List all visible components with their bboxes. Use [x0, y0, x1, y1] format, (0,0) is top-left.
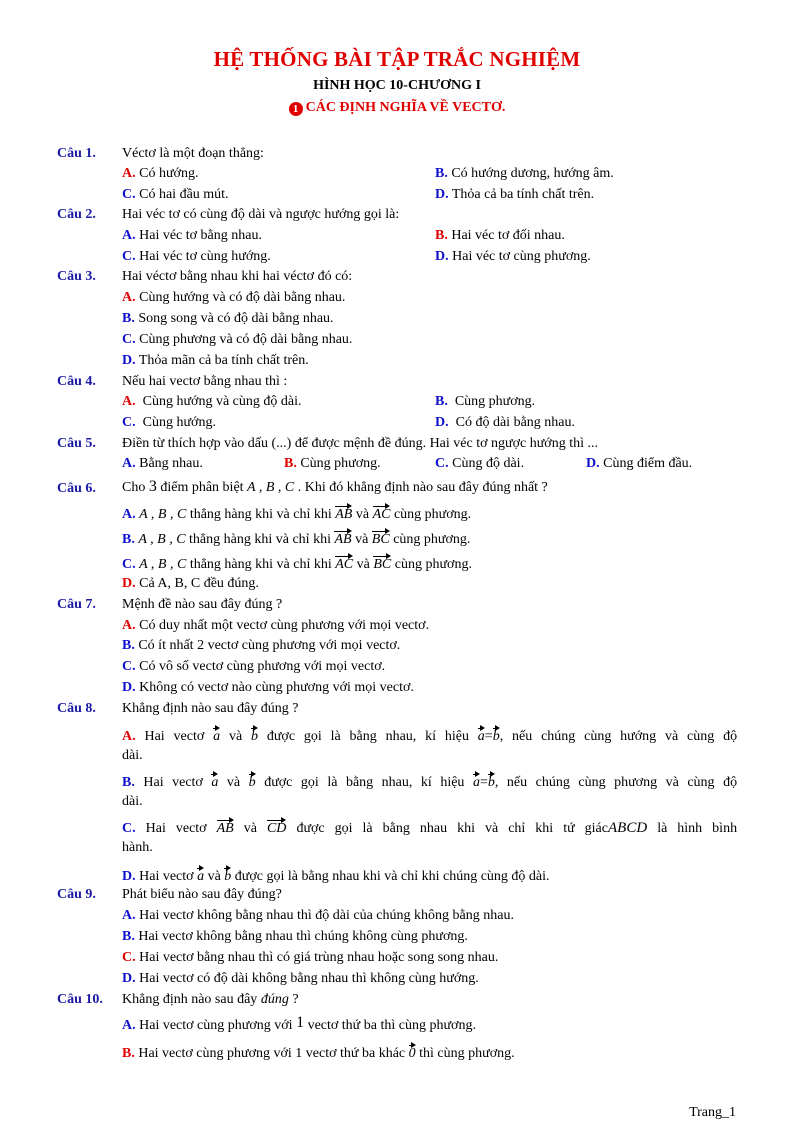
- section-title: CÁC ĐỊNH NGHĨA VỀ VECTƠ.: [305, 100, 506, 115]
- vector-b: b: [224, 866, 231, 885]
- document-title: HỆ THỐNG BÀI TẬP TRẮC NGHIỆM: [213, 47, 581, 71]
- option-b: B. Hai vectơ a và b được gọi là bằng nhau, kí hiệu a=b, nếu chúng cùng phương và cùng độ: [122, 772, 737, 791]
- option-a: A. Hai vectơ a và b được gọi là bằng nhau, kí hiệu a=b, nếu chúng cùng hướng và cùng độ: [122, 726, 737, 745]
- question-number: Câu 5.: [57, 436, 96, 451]
- option-c: C. Cùng độ dài.: [435, 456, 525, 471]
- option-c: C. Cùng phương và có độ dài bằng nhau.: [122, 332, 353, 347]
- option-d: D. Hai véc tơ cùng phương.: [435, 249, 591, 264]
- option-c: C. Hai véc tơ cùng hướng.: [122, 249, 271, 264]
- vector-ab: AB: [335, 504, 352, 523]
- option-c: C. Hai vectơ AB và CD được gọi là bằng nhau khi và chỉ khi tứ giácABCD là hình bình: [122, 820, 738, 836]
- document-subtitle: HÌNH HỌC 10-CHƯƠNG I: [313, 78, 481, 93]
- option-a: A. Có duy nhất một vectơ cùng phương với mọi vectơ.: [122, 618, 430, 633]
- option-b: B. Cùng phương.: [284, 456, 381, 471]
- vector-a: a: [213, 726, 220, 745]
- vector-cd: CD: [267, 818, 286, 837]
- vector-bc: BC: [373, 554, 391, 573]
- question-stem: Nếu hai vectơ bằng nhau thì :: [122, 374, 288, 389]
- option-d: D. Thỏa mãn cả ba tính chất trên.: [122, 353, 309, 368]
- option-a: A. Có hướng.: [122, 166, 199, 181]
- option-a: A. Hai vectơ không bằng nhau thì độ dài của chúng không bằng nhau.: [122, 908, 514, 923]
- option-a: A. A , B , C thẳng hàng khi và chỉ khi AB và AC cùng phương.: [122, 504, 471, 523]
- option-b-continuation: dài.: [122, 794, 143, 809]
- question-number: Câu 6.: [57, 481, 96, 496]
- section-heading: [0, 100, 794, 116]
- question-number: Câu 1.: [57, 146, 96, 161]
- vector-ab: AB: [217, 818, 234, 837]
- question-stem: Hai véctơ bằng nhau khi hai véctơ đó có:: [122, 269, 353, 284]
- option-c: C. Có hai đầu mút.: [122, 187, 229, 202]
- vector-ac: AC: [373, 504, 391, 523]
- option-c-continuation: hành.: [122, 840, 153, 855]
- vector-b: b: [249, 772, 256, 791]
- question-stem: Véctơ là một đoạn thẳng:: [122, 146, 264, 161]
- question-stem: Phát biểu nào sau đây đúng?: [122, 887, 282, 902]
- option-d: D. Hai vectơ có độ dài không bằng nhau thì không cùng hướng.: [122, 971, 479, 986]
- option-d: D. Cả A, B, C đều đúng.: [122, 576, 259, 591]
- question-number: Câu 4.: [57, 374, 96, 389]
- option-d: D. Có độ dài bằng nhau.: [435, 415, 575, 430]
- question-number: Câu 3.: [57, 269, 96, 284]
- option-d: D. Thỏa cả ba tính chất trên.: [435, 187, 595, 202]
- option-a: A. Hai véc tơ bằng nhau.: [122, 228, 262, 243]
- option-c: C. Hai vectơ bằng nhau thì có giá trùng nhau hoặc song song nhau.: [122, 950, 499, 965]
- option-b: B. Hai vectơ không bằng nhau thì chúng không cùng phương.: [122, 929, 468, 944]
- question-number: Câu 10.: [57, 992, 103, 1007]
- option-a-continuation: dài.: [122, 748, 143, 763]
- page-number: Trang_1: [689, 1105, 736, 1120]
- zero-vector: 0: [409, 1043, 416, 1062]
- option-b: B. Song song và có độ dài bằng nhau.: [122, 311, 334, 326]
- question-number: Câu 8.: [57, 701, 96, 716]
- question-stem: Điền từ thích hợp vào dấu (...) để được mệnh đề đúng. Hai véc tơ ngược hướng thì ...: [122, 436, 598, 451]
- vector-a: a: [211, 772, 218, 791]
- option-a: A. Bằng nhau.: [122, 456, 203, 471]
- option-b: B. A , B , C thẳng hàng khi và chỉ khi AB và BC cùng phương.: [122, 529, 470, 548]
- option-a: A. Hai vectơ cùng phương với 1 vectơ thứ ba thì cùng phương.: [122, 1014, 476, 1033]
- question-stem: Mệnh đề nào sau đây đúng ?: [122, 597, 283, 612]
- option-b: B. Có ít nhất 2 vectơ cùng phương với mọi vectơ.: [122, 638, 401, 653]
- option-d: D. Hai vectơ a và b được gọi là bằng nhau khi và chỉ khi chúng cùng độ dài.: [122, 866, 550, 885]
- option-b: B. Cùng phương.: [435, 394, 536, 409]
- vector-ab: AB: [334, 529, 351, 548]
- option-d: D. Cùng điểm đầu.: [586, 456, 693, 471]
- question-stem: Hai véc tơ có cùng độ dài và ngược hướng gọi là:: [122, 207, 400, 222]
- option-c: C. Có vô số vectơ cùng phương với mọi vectơ.: [122, 659, 386, 674]
- vector-bc: BC: [372, 529, 390, 548]
- question-number: Câu 9.: [57, 887, 96, 902]
- option-a: A. Cùng hướng và cùng độ dài.: [122, 394, 302, 409]
- section-bullet-icon: 1: [289, 102, 303, 116]
- option-c: C. Cùng hướng.: [122, 415, 216, 430]
- question-number: Câu 7.: [57, 597, 96, 612]
- option-b: B. Có hướng dương, hướng âm.: [435, 166, 614, 181]
- question-stem: Khẳng định nào sau đây đúng ?: [122, 701, 299, 716]
- option-b: B. Hai vectơ cùng phương với 1 vectơ thứ ba khác 0 thì cùng phương.: [122, 1043, 515, 1062]
- question-number: Câu 2.: [57, 207, 96, 222]
- vector-ac: AC: [335, 554, 353, 573]
- option-a: A. Cùng hướng và có độ dài bằng nhau.: [122, 290, 346, 305]
- question-stem: Khẳng định nào sau đây đúng ?: [122, 992, 299, 1007]
- option-b: B. Hai véc tơ đối nhau.: [435, 228, 565, 243]
- vector-a: a: [197, 866, 204, 885]
- option-d: D. Không có vectơ nào cùng phương với mọi vectơ.: [122, 680, 414, 695]
- option-c: C. A , B , C thẳng hàng khi và chỉ khi AC và BC cùng phương.: [122, 554, 472, 573]
- vector-b: b: [251, 726, 258, 745]
- question-stem: Cho 3 điểm phân biệt A , B , C . Khi đó khẳng định nào sau đây đúng nhất ?: [122, 478, 548, 495]
